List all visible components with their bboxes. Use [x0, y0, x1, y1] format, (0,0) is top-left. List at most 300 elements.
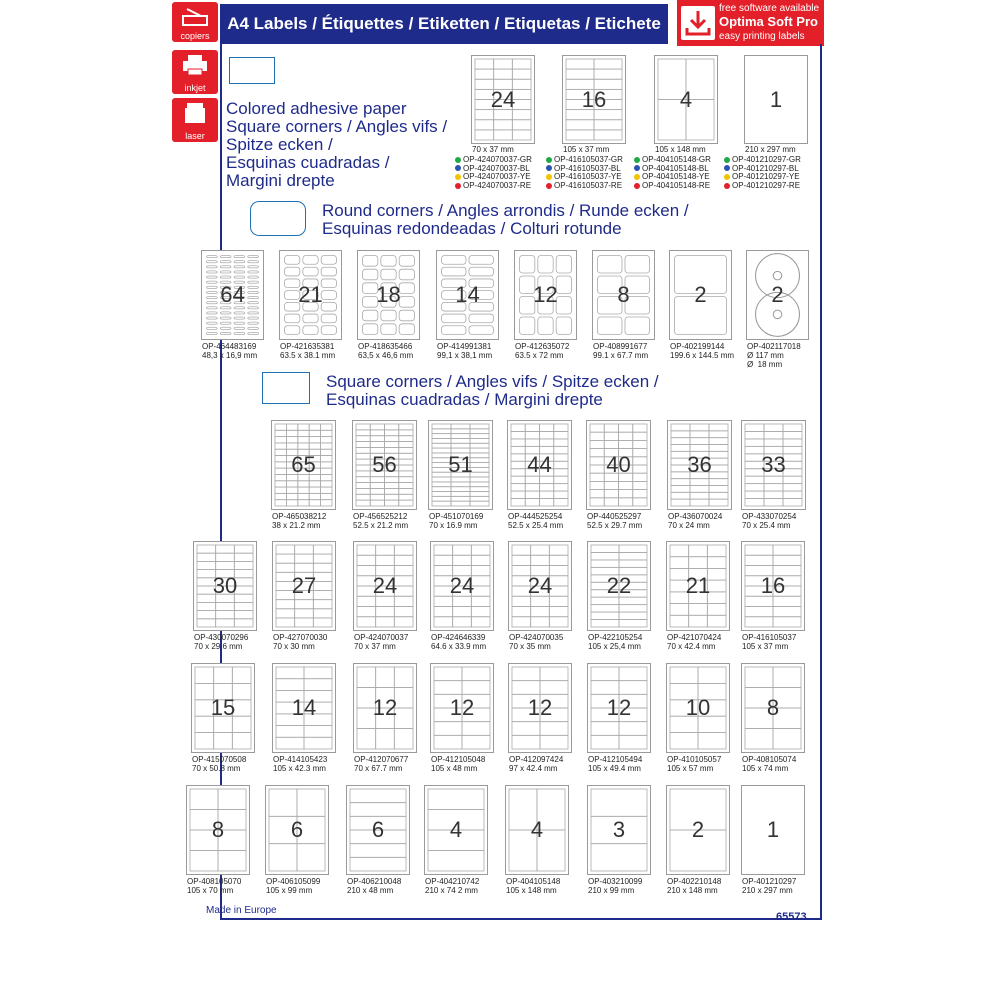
label-cell	[309, 430, 320, 436]
label-count: 36	[687, 452, 712, 477]
label-cell	[399, 442, 413, 448]
label-cell	[475, 69, 494, 79]
variant-code: OP-424070037-BL	[463, 163, 530, 173]
label-cell	[619, 545, 647, 552]
product-code	[593, 342, 648, 360]
label-cell	[376, 607, 395, 617]
label-cell	[309, 437, 320, 443]
label-cell	[356, 430, 370, 436]
label-cell	[494, 59, 513, 69]
label-cell	[385, 424, 399, 430]
product-code	[273, 755, 327, 773]
label-cell	[470, 487, 489, 492]
label-cell	[304, 737, 332, 749]
label-cell	[399, 436, 413, 442]
label-cell	[451, 438, 470, 443]
label-cell	[356, 436, 370, 442]
label-cell	[432, 424, 451, 429]
product-code	[266, 877, 320, 895]
label-cell	[594, 120, 622, 130]
label-size: 70 x 67.7 mm	[354, 764, 403, 773]
label-cell	[234, 602, 253, 610]
label-cell	[232, 733, 251, 749]
label-cell	[591, 722, 619, 736]
label-cell	[321, 443, 332, 449]
label-cell	[285, 267, 300, 276]
label-size: 70 x 50.8 mm	[192, 764, 241, 773]
label-count: 65	[291, 452, 316, 477]
label-count: 4	[449, 817, 463, 842]
label-cell	[670, 604, 689, 616]
label-cell	[591, 735, 619, 749]
variant-code: OP-416105037-GR	[554, 155, 623, 164]
label-count: 24	[490, 86, 516, 112]
label-cell	[248, 256, 259, 258]
label-cell	[298, 500, 309, 506]
label-cell	[633, 481, 647, 489]
label-cell	[321, 256, 336, 265]
product-code	[273, 633, 327, 651]
label-cell	[275, 437, 286, 443]
label-cell	[591, 612, 619, 619]
label-cell	[385, 430, 399, 436]
label-cell	[220, 266, 231, 268]
color-variant	[546, 182, 622, 191]
label-cell	[512, 617, 531, 627]
label-cell	[432, 438, 451, 443]
label-cell	[399, 424, 413, 430]
label-cell	[385, 483, 399, 489]
label-cell	[453, 607, 472, 617]
label-cell	[451, 434, 470, 439]
inkjet-badge	[172, 50, 218, 94]
label-size: 70 x 37 mm	[472, 145, 514, 154]
label-cell	[709, 438, 728, 445]
label-cell	[469, 256, 494, 265]
label-size: 70 x 30 mm	[273, 642, 315, 651]
label-cell	[540, 722, 568, 736]
round-section-title: Round corners / Angles arrondis / Runde ecken / Esquinas redondeadas / Colturi rotunde	[322, 201, 689, 238]
label-count: 1	[769, 86, 783, 112]
label-cell	[363, 310, 378, 321]
promo-line-3: easy printing labels	[719, 31, 805, 42]
label-cell	[619, 490, 633, 498]
label-cell	[619, 735, 647, 749]
label-sheet	[428, 420, 493, 510]
label-cell	[604, 481, 618, 489]
label-sheet	[471, 55, 535, 144]
label-cell	[207, 322, 218, 324]
label-cell	[303, 256, 318, 265]
label-cell	[470, 492, 489, 497]
label-cell	[531, 555, 550, 565]
label-cell	[471, 607, 490, 617]
label-cell	[385, 500, 399, 506]
software-promo	[677, 0, 824, 46]
label-size: 105 x 70 mm	[187, 886, 234, 895]
product-code-text: OP-401210297	[742, 877, 797, 886]
label-cell	[248, 332, 259, 334]
product-code-text: OP-410105057	[667, 755, 722, 764]
label-count: 18	[376, 282, 401, 307]
product-code	[742, 633, 796, 651]
frame-bottom	[220, 918, 822, 920]
label-cell	[591, 844, 647, 871]
label-cell	[220, 327, 231, 329]
label-cell	[453, 545, 472, 555]
label-size: 105 x 49.4 mm	[588, 764, 641, 773]
variant-code: OP-404105148-BL	[642, 163, 709, 173]
product-code-text: OP-418635466	[358, 342, 413, 351]
label-sheet	[741, 785, 805, 875]
label-sheet	[592, 250, 655, 340]
label-cell	[295, 563, 314, 572]
color-dot-icon	[546, 183, 552, 189]
label-size: 105 x 148 mm	[506, 886, 557, 895]
label-cell	[745, 484, 764, 491]
label-cell	[690, 424, 709, 431]
label-cell	[554, 484, 568, 491]
label-cell	[451, 482, 470, 487]
color-dot-icon	[634, 183, 640, 189]
product-code	[202, 342, 257, 360]
label-cell	[671, 486, 690, 493]
label-cell	[594, 59, 622, 69]
label-sheet	[424, 785, 488, 875]
label-cell	[357, 617, 376, 627]
label-cell	[370, 442, 384, 448]
label-cell	[540, 491, 554, 498]
label-cell	[234, 317, 245, 319]
label-count: 1	[766, 817, 780, 842]
label-cell	[304, 667, 332, 679]
label-cell	[690, 492, 709, 499]
label-cell	[376, 729, 395, 750]
label-cell	[554, 499, 568, 506]
label-cell	[745, 439, 764, 446]
label-cell	[453, 555, 472, 565]
label-cell	[619, 681, 647, 695]
label-cell	[512, 69, 531, 79]
label-size: 105 x 42.3 mm	[273, 764, 326, 773]
product-code-text: OP-412105048	[431, 755, 486, 764]
label-cell	[594, 130, 622, 140]
product-code-text: OP-404210742	[425, 877, 480, 886]
label-cell	[670, 733, 698, 749]
label-sheet	[265, 785, 329, 875]
product-code	[354, 633, 408, 651]
label-cell	[248, 312, 259, 314]
product-code-text: OP-456525212	[353, 512, 408, 521]
color-variant	[724, 182, 800, 191]
label-cell	[540, 431, 554, 438]
label-size: 97 x 42.4 mm	[509, 764, 558, 773]
product-code	[187, 877, 241, 895]
label-cell	[234, 545, 253, 553]
label-cell	[276, 679, 304, 691]
label-cell	[321, 481, 332, 487]
label-cell	[512, 120, 531, 130]
color-dot-icon	[634, 174, 640, 180]
label-cell	[394, 555, 413, 565]
label-cell	[276, 609, 295, 618]
product-code-text: OP-424646339	[431, 633, 486, 642]
label-cell	[216, 553, 235, 561]
product-code	[587, 512, 642, 530]
label-cell	[197, 619, 216, 627]
label-cell	[370, 488, 384, 494]
label-cell	[554, 431, 568, 438]
product-code	[742, 755, 796, 773]
label-cell	[428, 851, 484, 872]
label-sheet	[666, 785, 730, 875]
promo-line-2: Optima Soft Pro	[719, 14, 818, 29]
label-cell	[303, 314, 318, 323]
product-code	[668, 512, 722, 530]
label-cell	[434, 617, 453, 627]
label-sheet	[746, 250, 809, 340]
label-cell	[690, 486, 709, 493]
label-cell	[475, 130, 494, 140]
label-cell	[295, 609, 314, 618]
label-cell	[633, 490, 647, 498]
label-cell	[709, 431, 728, 438]
label-count: 16	[760, 573, 786, 598]
product-code-text: OP-403210099	[588, 877, 643, 886]
label-cell	[707, 545, 726, 557]
label-cell	[690, 479, 709, 486]
label-cell	[470, 501, 489, 506]
label-cell	[764, 424, 783, 431]
label-cell	[671, 438, 690, 445]
label-size: 52.5 x 25.4 mm	[508, 521, 564, 530]
square-section-title: Square corners / Angles vifs / Spitze ecken / Esquinas cuadradas / Margini drepte	[326, 372, 659, 409]
label-cell	[303, 326, 318, 335]
product-code	[747, 342, 801, 369]
label-cell	[248, 317, 259, 319]
label-cell	[385, 488, 399, 494]
copiers-badge	[172, 2, 218, 42]
label-cell	[549, 607, 568, 617]
label-cell	[538, 317, 553, 335]
product-code-text: OP-412635072	[515, 342, 570, 351]
label-cell	[764, 439, 783, 446]
label-cell	[286, 443, 297, 449]
label-size: 63.5 x 72 mm	[515, 351, 564, 360]
label-cell	[633, 432, 647, 440]
label-sheet	[430, 541, 494, 631]
label-cell	[376, 667, 395, 688]
label-cell	[764, 484, 783, 491]
label-size: 210 x 148 mm	[667, 886, 718, 895]
product-code	[742, 877, 796, 895]
label-cell	[304, 726, 332, 738]
label-size: 105 x 74 mm	[742, 764, 789, 773]
label-cell	[234, 256, 245, 258]
label-cell	[207, 276, 218, 278]
product-code-text: OP-464483169	[202, 342, 257, 351]
label-cell	[394, 545, 413, 555]
label-size: 52.5 x 21.2 mm	[353, 521, 409, 530]
copier-icon	[181, 6, 209, 28]
label-cell	[625, 317, 650, 335]
label-cell	[370, 500, 384, 506]
label-cell	[356, 488, 370, 494]
label-size: 99.1 x 67.7 mm	[593, 351, 649, 360]
label-cell	[783, 439, 802, 446]
label-cell	[275, 481, 286, 487]
label-cell	[356, 500, 370, 506]
label-cell	[591, 605, 619, 612]
label-cell	[698, 733, 726, 749]
label-cell	[298, 424, 309, 430]
product-code-text: OP-414991381	[437, 342, 492, 351]
label-cell	[475, 59, 494, 69]
label-cell	[670, 615, 689, 627]
label-count: 27	[291, 573, 317, 598]
label-size: 70 x 24 mm	[668, 521, 710, 530]
label-cell	[633, 424, 647, 432]
product-code-text: OP-465038212	[272, 512, 327, 521]
label-count: 15	[210, 695, 236, 720]
label-count: 21	[298, 282, 323, 307]
label-cell	[451, 443, 470, 448]
label-count: 12	[533, 282, 558, 307]
label-cell	[520, 256, 535, 274]
laser-badge	[172, 98, 218, 142]
color-variant	[455, 182, 531, 191]
label-cell	[195, 667, 214, 683]
product-code	[437, 342, 492, 360]
product-code	[429, 512, 483, 530]
label-cell	[434, 667, 462, 681]
label-cell	[248, 266, 259, 268]
label-cell	[275, 430, 286, 436]
label-cell	[309, 500, 320, 506]
product-code-text: OP-427070030	[273, 633, 328, 642]
label-size: 70 x 25.4 mm	[742, 521, 791, 530]
product-code-text: OP-424070037	[354, 633, 409, 642]
label-cell	[207, 317, 218, 319]
label-cell	[428, 789, 484, 810]
product-code-text: OP-408991677	[593, 342, 648, 351]
label-cell	[234, 322, 245, 324]
label-sheet	[505, 785, 569, 875]
label-cell	[370, 430, 384, 436]
label-count: 24	[527, 573, 553, 598]
label-cell	[554, 491, 568, 498]
label-cell	[207, 266, 218, 268]
label-cell	[234, 266, 245, 268]
label-cell	[619, 552, 647, 559]
color-dot-icon	[634, 157, 640, 163]
product-code	[425, 877, 479, 895]
label-cell	[399, 430, 413, 436]
label-cell	[313, 618, 332, 627]
label-cell	[511, 491, 525, 498]
label-cell	[591, 789, 647, 816]
label-cell	[540, 667, 568, 681]
variant-code: OP-401210297-GR	[732, 155, 801, 164]
label-cell	[625, 256, 650, 274]
label-cell	[512, 59, 531, 69]
label-cell	[195, 733, 214, 749]
product-code-text: OP-451070169	[429, 512, 484, 521]
label-count: 51	[448, 452, 473, 477]
label-cell	[512, 681, 540, 695]
laser-label: laser	[185, 131, 205, 141]
label-cell	[709, 492, 728, 499]
label-cell	[399, 488, 413, 494]
product-code	[667, 755, 721, 773]
label-cell	[269, 844, 297, 871]
label-cell	[432, 482, 451, 487]
product-code	[667, 877, 721, 895]
label-cell	[381, 269, 396, 280]
label-cell	[381, 310, 396, 321]
label-cell	[773, 545, 801, 555]
label-cell	[745, 607, 773, 617]
label-cell	[556, 256, 571, 274]
label-cell	[286, 481, 297, 487]
label-cell	[442, 256, 467, 265]
copiers-label: copiers	[180, 31, 210, 41]
label-cell	[399, 494, 413, 500]
label-cell	[707, 557, 726, 569]
label-cell	[276, 600, 295, 609]
label-cell	[234, 332, 245, 334]
label-cell	[432, 496, 451, 501]
label-cell	[234, 611, 253, 619]
label-cell	[709, 486, 728, 493]
product-code	[272, 512, 326, 530]
label-cell	[540, 484, 554, 491]
label-cell	[671, 499, 690, 506]
label-cell	[594, 69, 622, 79]
label-cell	[275, 500, 286, 506]
label-cell	[385, 494, 399, 500]
label-cell	[234, 271, 245, 273]
label-cell	[783, 431, 802, 438]
label-cell	[462, 735, 490, 749]
label-size: 70 x 29.6 mm	[194, 642, 243, 651]
label-cell	[356, 494, 370, 500]
label-cell	[297, 789, 325, 816]
label-count: 8	[617, 282, 630, 307]
label-count: 2	[694, 282, 707, 307]
label-cell	[197, 602, 216, 610]
label-cell	[285, 256, 300, 265]
label-cell	[462, 722, 490, 736]
label-cell	[276, 618, 295, 627]
label-cell	[471, 555, 490, 565]
label-sheet	[507, 420, 572, 510]
label-cell	[619, 440, 633, 448]
product-code-text: OP-402210148	[667, 877, 722, 886]
label-cell	[512, 735, 540, 749]
download-icon	[681, 6, 715, 40]
label-sheet	[353, 541, 417, 631]
label-cell	[321, 326, 336, 335]
label-cell	[707, 604, 726, 616]
label-cell	[216, 602, 235, 610]
label-cell	[745, 491, 764, 498]
product-code-text: OP-433070254	[742, 512, 797, 521]
label-cell	[470, 438, 489, 443]
label-cell	[394, 617, 413, 627]
label-count: 44	[527, 452, 552, 477]
label-cell	[399, 269, 414, 280]
